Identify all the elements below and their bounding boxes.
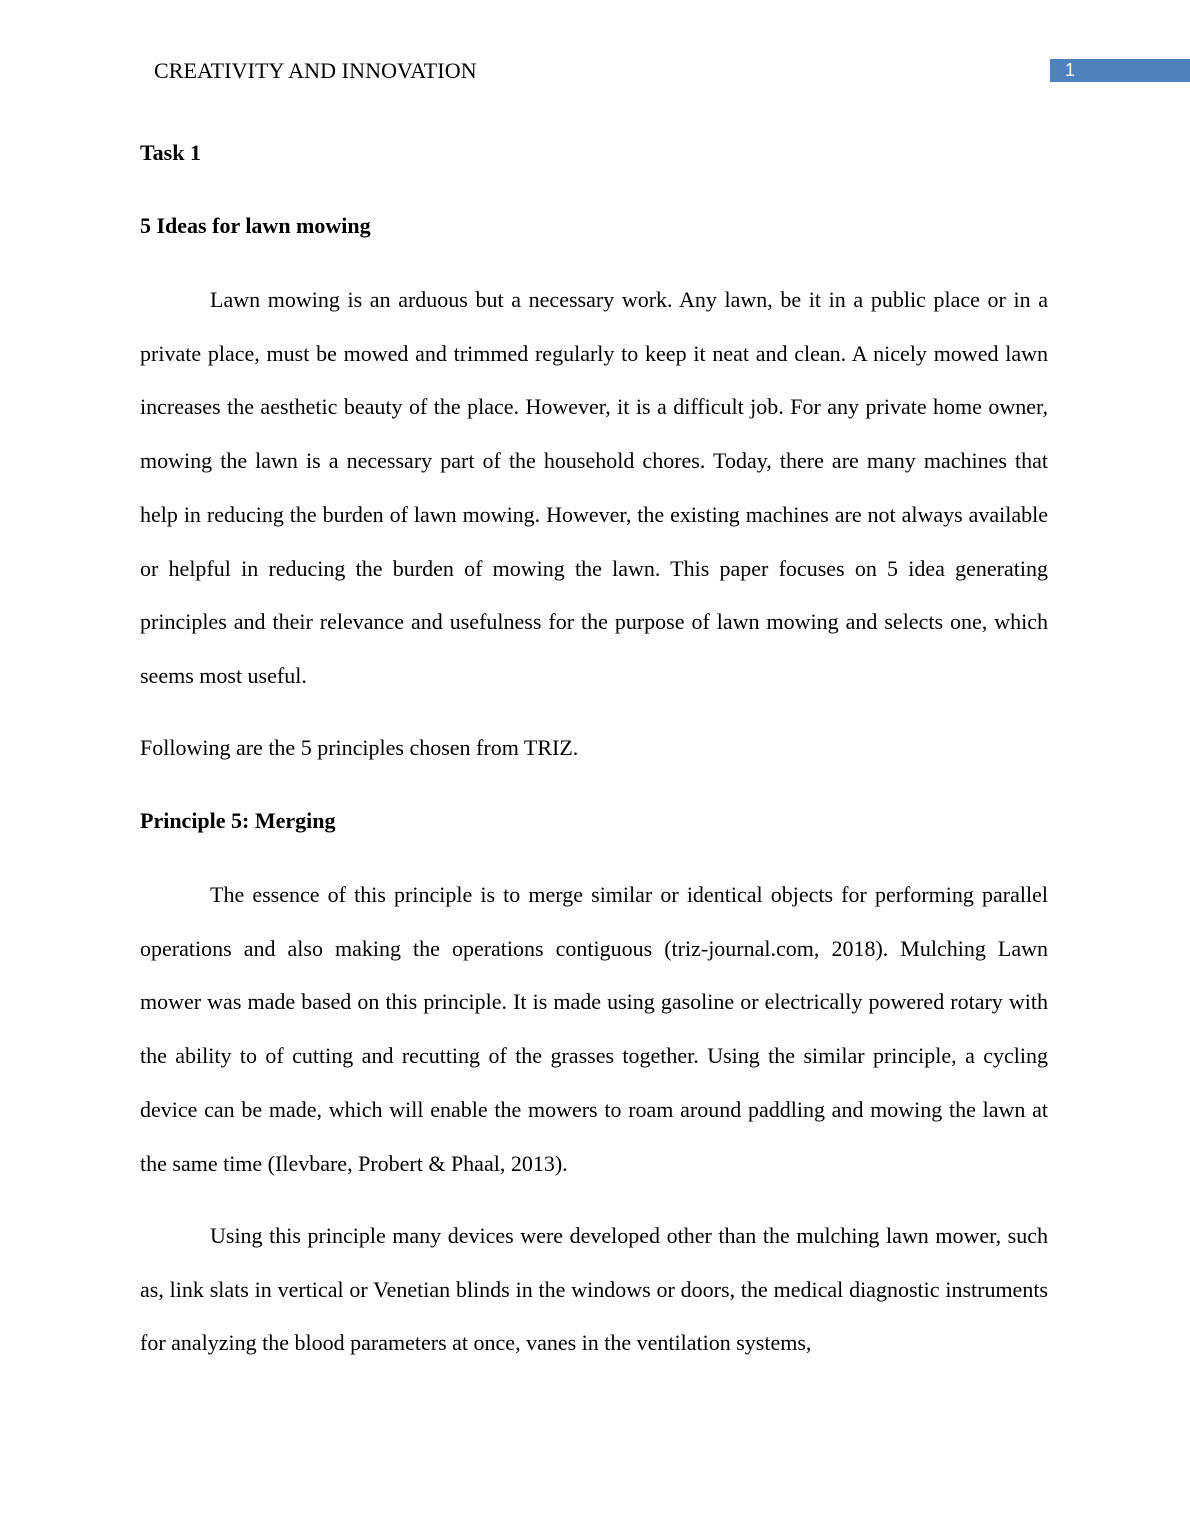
page-number-badge <box>1050 59 1190 82</box>
following-line: Following are the 5 principles chosen from TRIZ. <box>140 735 579 760</box>
running-head: CREATIVITY AND INNOVATION <box>154 58 477 83</box>
principle-paragraph-2: Using this principle many devices were developed other than the mulching lawn mower, such as, link slats in vertical or Venetian blinds in the windows or doors, the medical diagnostic instruments for analyzing the blood parameters at once, vanes in the ventilation systems, <box>140 1223 1048 1356</box>
intro-paragraph: Lawn mowing is an arduous but a necessary work. Any lawn, be it in a public place or in a private place, must be mowed and trimmed regularly to keep it neat and clean. A nicely mowed lawn increases the aesthetic beauty of the place. However, it is a difficult job. For any private home owner, mowing the lawn is a necessary part of the household chores. Today, there are many machines that help in reducing the burden of lawn mowing. However, the existing machines are not always available or helpful in reducing the burden of mowing the lawn. This paper focuses on 5 idea generating principles and their relevance and usefulness for the purpose of lawn mowing and selects one, which seems most useful. <box>140 287 1048 688</box>
principle-heading: Principle 5: Merging <box>140 808 336 833</box>
page-number: 1 <box>1065 60 1076 80</box>
task-heading: Task 1 <box>140 140 201 165</box>
ideas-heading: 5 Ideas for lawn mowing <box>140 213 371 238</box>
principle-paragraph-1: The essence of this principle is to merge similar or identical objects for performing parallel operations and also making the operations contiguous (triz-journal.com, 2018). Mulching Lawn mower was made based on this principle. It is made using gasoline or electrically powered rotary with the ability to of cutting and recutting of the grasses together. Using the similar principle, a cycling device can be made, which will enable the mowers to roam around paddling and mowing the lawn at the same time (Ilevbare, Probert & Phaal, 2013). <box>140 882 1048 1176</box>
